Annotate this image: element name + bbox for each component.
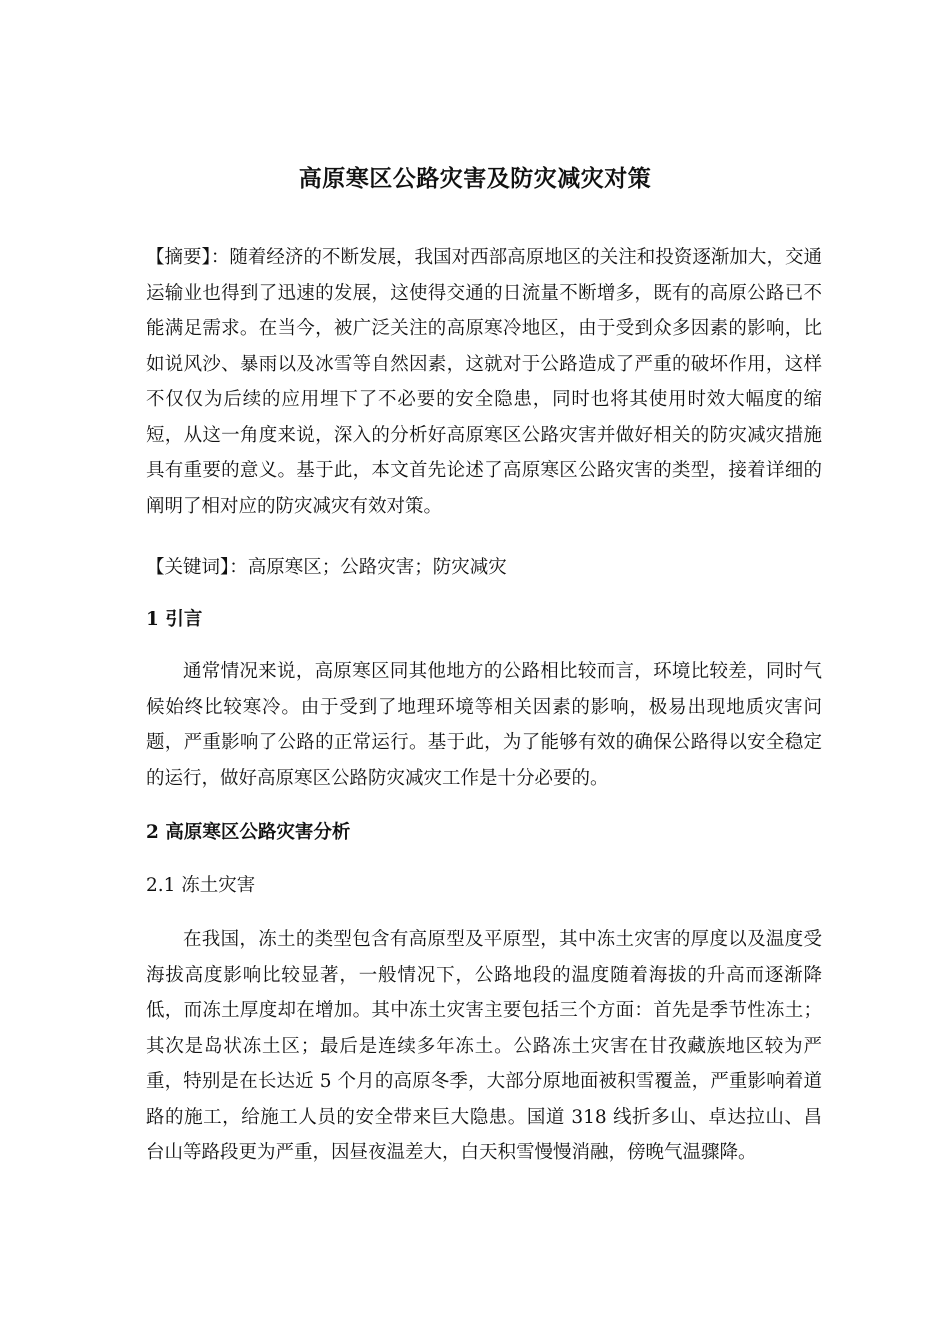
section-2-heading: 2 高原寒区公路灾害分析 <box>146 822 351 843</box>
keywords-block <box>146 550 822 586</box>
paper-title: 高原寒区公路灾害及防灾减灾对策 <box>298 165 652 192</box>
section-2-1-paragraph: 在我国，冻土的类型包含有高原型及平原型，其中冻土灾害的厚度以及温度受海拔高度影响比较显著，一般情况下，公路地段的温度随着海拔的升高而逐渐降低，而冻土厚度却在增加。其中冻土灾害主要包括三个方面：首先是季节性冻土；其次是岛状冻土区；最后是连续多年冻土。公路冻土灾害在甘孜藏族地区较为严重，特别是在长达近 5 个月的高原冬季，大部分原地面被积雪覆盖，严重影响着道路的施工，给施工人员的安全带来巨大隐患。国道 318 线折多山、卓达拉山、昌台山等路段更为严重，因昼夜温差大，白天积雪慢慢消融，傍晚气温骤降。 <box>146 929 822 1163</box>
abstract-label: 【摘要】： <box>146 247 230 268</box>
abstract-text: 随着经济的不断发展，我国对西部高原地区的关注和投资逐渐加大，交通运输业也得到了迅速的发展，这使得交通的日流量不断增多，既有的高原公路已不能满足需求。在当今，被广泛关注的高原寒冷地区，由于受到众多因素的影响，比如说风沙、暴雨以及冰雪等自然因素，这就对于公路造成了严重的破坏作用，这样不仅仅为后续的应用埋下了不必要的安全隐患，同时也将其使用时效大幅度的缩短，从这一角度来说，深入的分析好高原寒区公路灾害并做好相关的防灾减灾措施具有重要的意义。基于此，本文首先论述了高原寒区公路灾害的类型，接着详细的阐明了相对应的防灾减灾有效对策。 <box>146 247 822 517</box>
section-2-1-heading: 2.1 冻土灾害 <box>146 875 256 896</box>
keywords-label: 【关键词】： <box>146 557 248 578</box>
section-1-heading: 1 引言 <box>146 609 203 630</box>
section-1-paragraph: 通常情况来说，高原寒区同其他地方的公路相比较而言，环境比较差，同时气候始终比较寒冷。由于受到了地理环境等相关因素的影响，极易出现地质灾害问题，严重影响了公路的正常运行。基于此，为了能够有效的确保公路得以安全稳定的运行，做好高原寒区公路防灾减灾工作是十分必要的。 <box>146 661 822 789</box>
abstract-block <box>146 240 822 524</box>
keywords-text: 高原寒区；公路灾害；防灾减灾 <box>247 557 507 578</box>
